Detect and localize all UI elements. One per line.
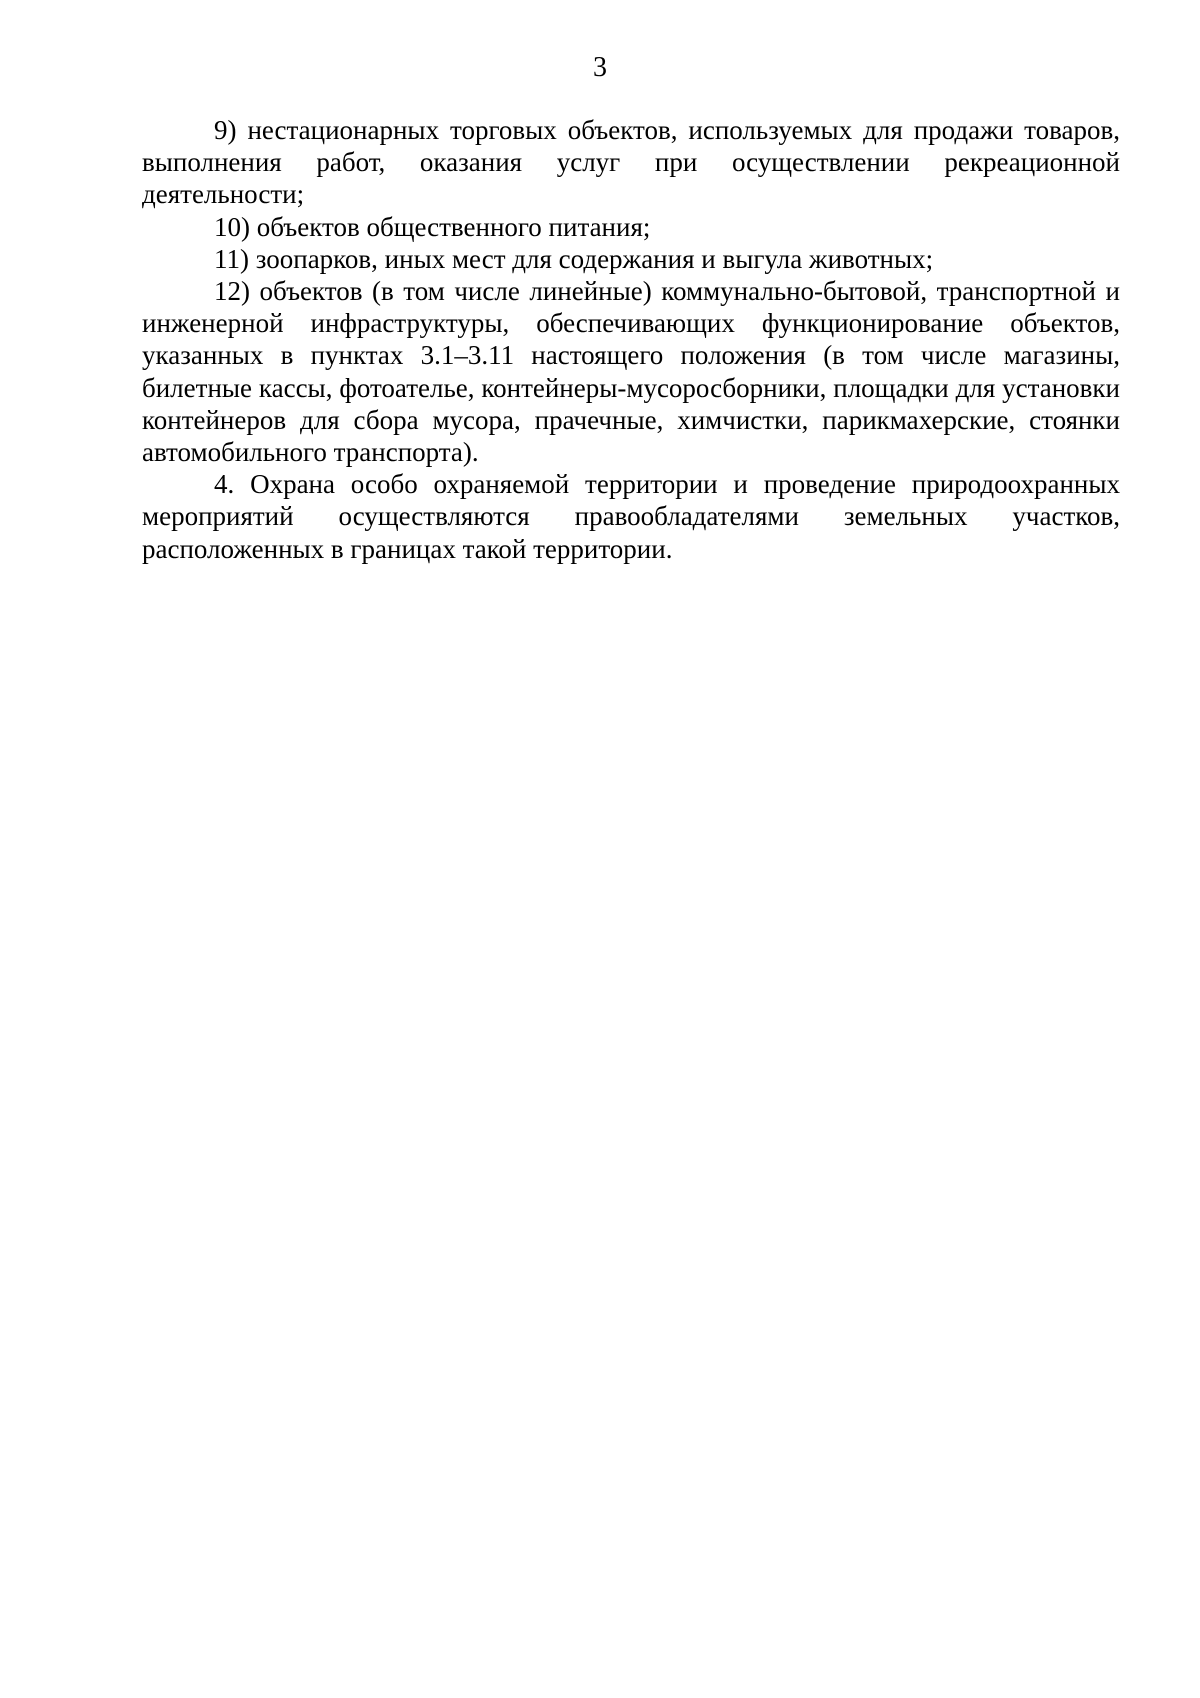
paragraph-item-11: 11) зоопарков, иных мест для содержания и выгула животных; — [214, 243, 934, 274]
paragraph-item-12: 12) объектов (в том числе линейные) коммунально-бытовой, транспортной и инженерной инфраструктуры, обеспечивающих функционирование объектов, указанных в пунктах 3.1–3.11 настоящего положения (в том числе магазины, билетные кассы, фотоателье, контейнеры-мусоросборники, площадки для установки контейнеров для сбора мусора, прачечные, химчистки, парикмахерские, стоянки автомобильного транспорта). — [142, 276, 1120, 468]
paragraph-item-10: 10) объектов общественного питания; — [214, 211, 651, 242]
page-number: 3 — [593, 52, 607, 83]
paragraph-section-4: 4. Охрана особо охраняемой территории и проведение природоохранных мероприятий осуществляются правообладателями земельных участков, расположенных в границах такой территории. — [142, 469, 1120, 564]
document-body — [142, 114, 1120, 565]
paragraph-item-9: 9) нестационарных торговых объектов, используемых для продажи товаров, выполнения работ, оказания услуг при осуществлении рекреационной деятельности; — [142, 115, 1120, 210]
